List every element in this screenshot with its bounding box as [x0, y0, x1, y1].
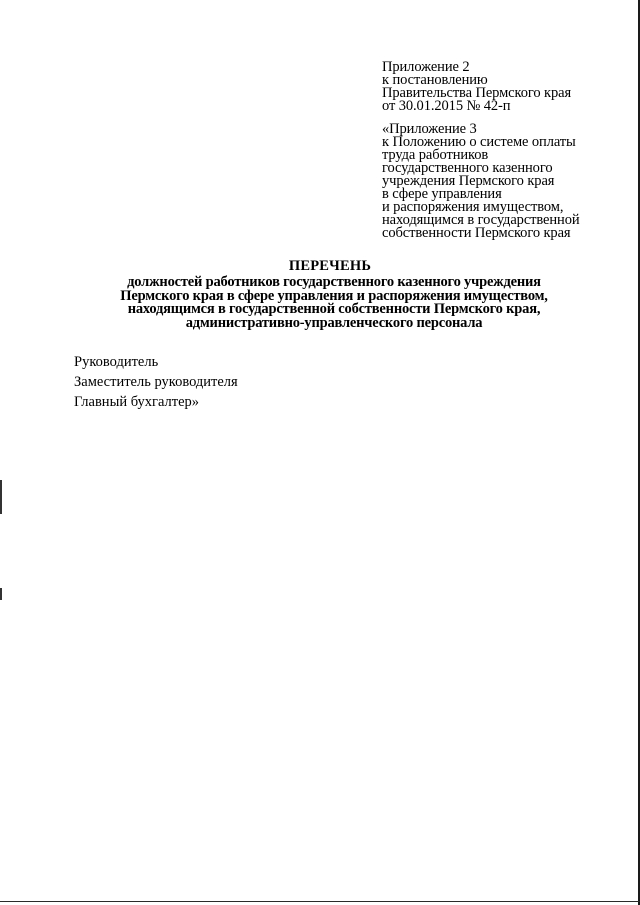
scan-edge-left-mark	[0, 588, 2, 600]
positions-list	[74, 352, 238, 412]
appendix-2-line: Приложение 2	[382, 59, 470, 75]
appendix-2-header	[382, 61, 571, 113]
subtitle-line: Пермского края в сфере управления и распоряжения имуществом,	[120, 287, 548, 304]
appendix-3-line: государственного казенного	[382, 160, 553, 176]
appendix-3-line: собственности Пермского края	[382, 225, 571, 241]
appendix-3-line: труда работников	[382, 147, 489, 163]
appendix-2-line: от 30.01.2015 № 42-п	[382, 98, 511, 114]
appendix-3-line: к Положению о системе оплаты	[382, 134, 576, 150]
subtitle-line: должностей работников государственного казенного учреждения	[127, 274, 541, 290]
subtitle-line: находящимся в государственной собственности Пермского края,	[127, 301, 541, 318]
scan-edge-bottom	[0, 901, 640, 902]
appendix-3-line: в сфере управления	[382, 186, 502, 202]
appendix-3-line: учреждения Пермского края	[382, 173, 555, 189]
appendix-2-line: к постановлению	[382, 72, 488, 88]
list-item: Заместитель руководителя	[74, 374, 238, 390]
appendix-3-line: находящимся в государственной	[382, 212, 580, 228]
list-item: Руководитель	[74, 354, 159, 370]
scan-edge-left-mark	[0, 480, 2, 514]
subtitle-line: административно-управленческого персонала	[185, 314, 483, 331]
appendix-2-line: Правительства Пермского края	[382, 85, 572, 101]
appendix-3-line: и распоряжения имуществом,	[382, 199, 564, 215]
list-item: Главный бухгалтер»	[74, 394, 200, 410]
document-subtitle	[0, 276, 640, 330]
appendix-3-line: «Приложение 3	[382, 121, 477, 137]
document-title: ПЕРЕЧЕНЬ	[288, 258, 372, 274]
appendix-3-header	[382, 123, 580, 240]
